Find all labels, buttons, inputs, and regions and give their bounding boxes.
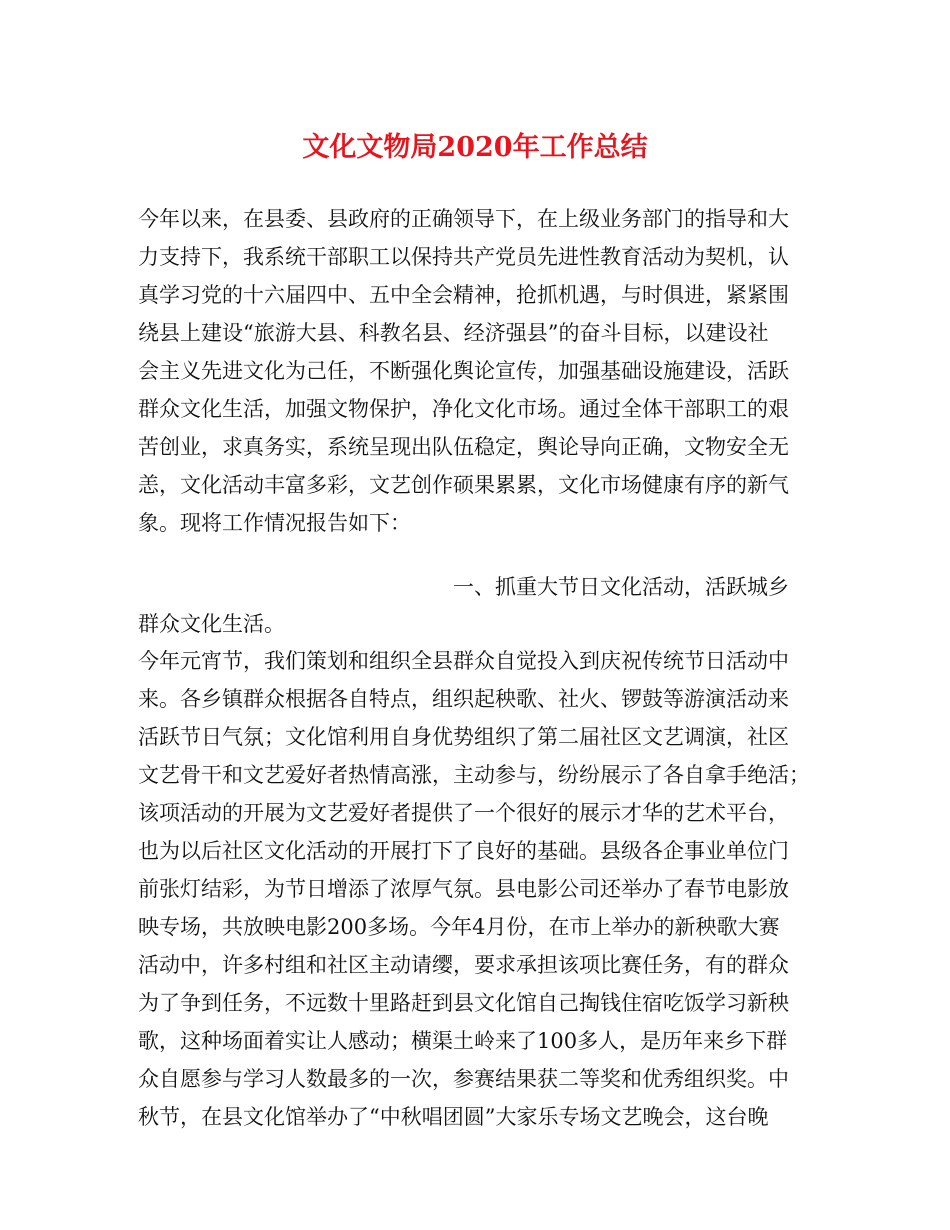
paragraph-1-line-6: 群众文化生活，加强文物保护，净化文化市场。通过全体干部职工的艰	[138, 397, 789, 421]
section-heading-1-line-2: 群众文化生活。	[138, 612, 285, 636]
paragraph-2-line-1: 今年元宵节，我们策划和组织全县群众自觉投入到庆祝传统节日活动中	[138, 649, 789, 673]
paragraph-1-line-1: 今年以来，在县委、县政府的正确领导下，在上级业务部门的指导和大	[138, 207, 789, 231]
paragraph-2-line-3: 活跃节日气氛；文化馆利用自身优势组织了第二届社区文艺调演，社区	[138, 725, 789, 749]
paragraph-2-line-2: 来。各乡镇群众根据各自特点，组织起秧歌、社火、锣鼓等游演活动来	[138, 687, 789, 711]
paragraph-2-line-11: 歌，这种场面着实让人感动；横渠土岭来了100多人，是历年来乡下群	[138, 1029, 788, 1053]
paragraph-2-line-6: 也为以后社区文化活动的开展打下了良好的基础。县级各企事业单位门	[138, 839, 789, 863]
paragraph-2-line-7: 前张灯结彩，为节日增添了浓厚气氛。县电影公司还举办了春节电影放	[138, 877, 789, 901]
paragraph-2-line-9: 活动中，许多村组和社区主动请缨，要求承担该项比赛任务，有的群众	[138, 953, 789, 977]
document-title: 文化文物局2020年工作总结	[302, 132, 648, 163]
paragraph-1-line-8: 恙，文化活动丰富多彩，文艺创作硕果累累，文化市场健康有序的新气	[138, 473, 789, 497]
section-heading-1-line-1: 一、抓重大节日文化活动，活跃城乡	[453, 575, 789, 599]
paragraph-1-line-2: 力支持下，我系统干部职工以保持共产党员先进性教育活动为契机，认	[138, 245, 789, 269]
paragraph-1-line-9: 象。现将工作情况报告如下：	[138, 511, 411, 535]
paragraph-1-line-7: 苦创业，求真务实，系统呈现出队伍稳定，舆论导向正确，文物安全无	[138, 435, 789, 459]
paragraph-2-line-12: 众自愿参与学习人数最多的一次，参赛结果获二等奖和优秀组织奖。中	[138, 1067, 789, 1091]
paragraph-1-line-5: 会主义先进文化为己任，不断强化舆论宣传，加强基础设施建设，活跃	[138, 359, 789, 383]
paragraph-2-line-10: 为了争到任务，不远数十里路赶到县文化馆自己掏钱住宿吃饭学习新秧	[138, 991, 789, 1015]
paragraph-2-line-13: 秋节，在县文化馆举办了“中秋唱团圆”大家乐专场文艺晚会，这台晚	[138, 1105, 769, 1129]
paragraph-2-line-4: 文艺骨干和文艺爱好者热情高涨，主动参与，纷纷展示了各自拿手绝活；	[138, 763, 810, 787]
paragraph-1-line-3: 真学习党的十六届四中、五中全会精神，抢抓机遇，与时俱进，紧紧围	[138, 283, 789, 307]
paragraph-2-line-5: 该项活动的开展为文艺爱好者提供了一个很好的展示才华的艺术平台，	[138, 801, 789, 825]
paragraph-1-line-4: 绕县上建设“旅游大县、科教名县、经济强县”的奋斗目标，以建设社	[138, 321, 769, 345]
paragraph-2-line-8: 映专场，共放映电影200多场。今年4月份，在市上举办的新秧歌大赛	[138, 915, 780, 939]
